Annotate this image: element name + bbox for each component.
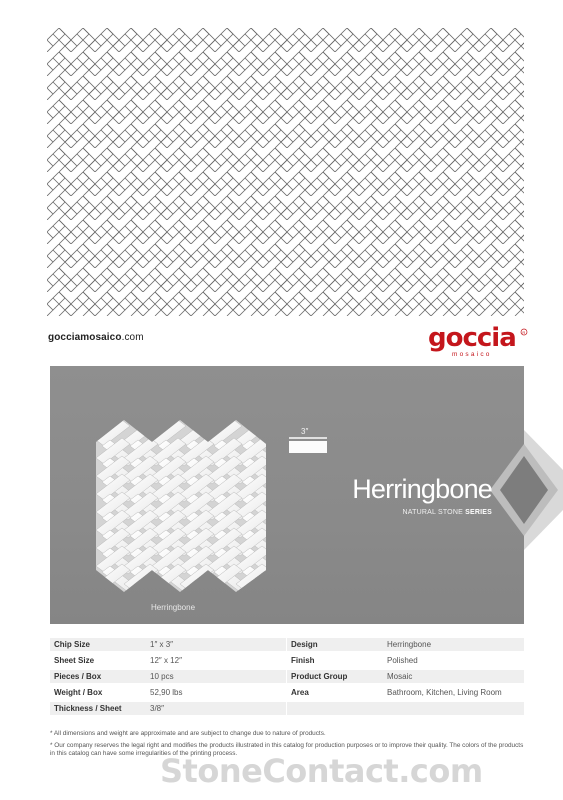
product-series (352, 509, 492, 516)
chip-dimension-label: 3″ (301, 427, 309, 436)
herringbone-pattern-image (47, 28, 524, 316)
spec-value: Herringbone (383, 638, 524, 651)
watermark: StoneContact.com (160, 752, 483, 790)
spec-row (50, 638, 286, 651)
goccia-logo (420, 322, 530, 360)
spec-value: 52,90 lbs (150, 688, 183, 697)
spec-row (50, 686, 286, 699)
spec-label: Sheet Size (54, 656, 95, 665)
spec-value: Mosaic (383, 670, 524, 683)
spec-row (287, 686, 524, 699)
spec-label: Area (291, 688, 309, 697)
chip-sample (289, 441, 327, 453)
spec-value: Polished (387, 656, 418, 665)
spec-row (287, 670, 524, 683)
spec-label: Finish (291, 656, 315, 665)
svg-text:R: R (522, 330, 526, 335)
spec-value: Bathroom, Kitchen, Living Room (387, 688, 502, 697)
website-tld: .com (121, 332, 144, 343)
spec-row (50, 654, 286, 667)
spec-row (287, 654, 524, 667)
spec-label: Pieces / Box (50, 670, 146, 683)
spec-value: 1″ x 3″ (146, 638, 286, 651)
spec-label: Product Group (287, 670, 383, 683)
spec-value: 10 pcs (146, 670, 286, 683)
spec-value (383, 702, 524, 715)
svg-text:goccia: goccia (428, 323, 516, 353)
mosaic-caption-text: Herringbone (151, 603, 196, 612)
spec-row (287, 638, 524, 651)
spec-table-right (287, 635, 524, 718)
spec-table-left (50, 635, 286, 718)
dimension-line (289, 437, 327, 439)
spec-row (50, 670, 286, 683)
spec-row (50, 702, 286, 715)
series-name: NATURAL STONE (402, 509, 463, 516)
product-title: Herringbone (352, 474, 492, 504)
website-domain: gocciamosaico (48, 332, 122, 343)
decorative-diamonds (490, 430, 563, 550)
footnote: * Our company reserves the legal right and modifies the products illustrated in this catalog for production purposes or to improve their quality. The colors of the products in this catalog can have some irregularities of the printing process. (50, 742, 524, 757)
spec-label: Weight / Box (54, 688, 103, 697)
spec-label: Thickness / Sheet (50, 702, 146, 715)
series-word: SERIES (465, 509, 492, 516)
spec-value: 12″ x 12″ (150, 656, 182, 665)
svg-text:mosaico: mosaico (452, 351, 492, 358)
footnote: * All dimensions and weight are approximate and are subject to change due to nature of products. (50, 730, 326, 737)
spec-label: Design (287, 638, 383, 651)
spec-value: 3/8″ (146, 702, 286, 715)
spec-label (287, 702, 383, 715)
spec-label: Chip Size (50, 638, 146, 651)
mosaic-sheet-image (96, 420, 266, 592)
website-link[interactable] (48, 332, 144, 343)
spec-row (287, 702, 524, 715)
